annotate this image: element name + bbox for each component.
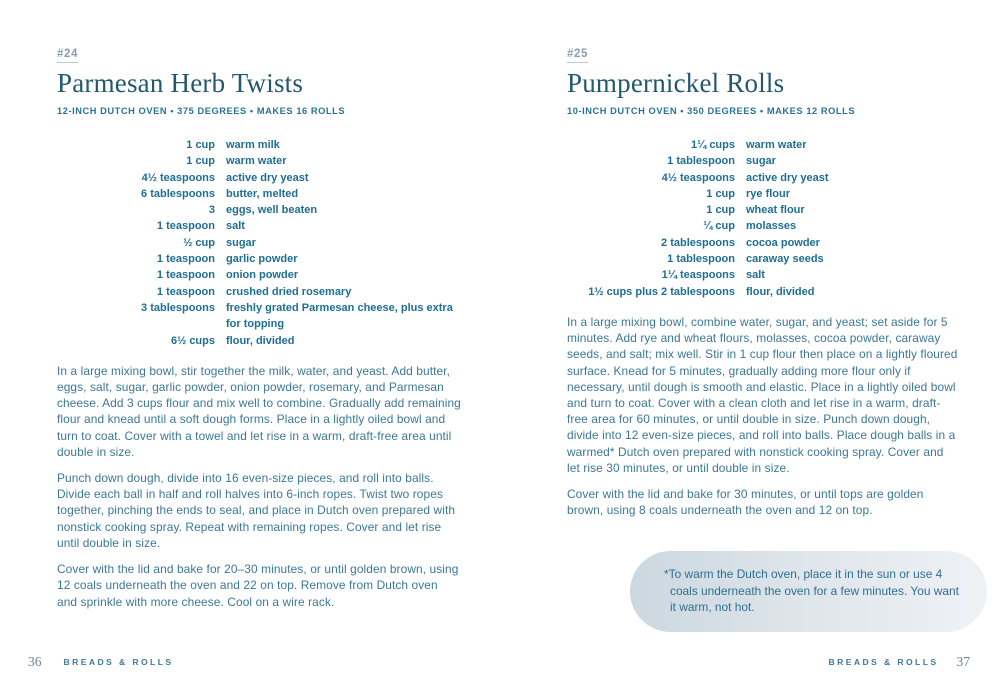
recipe-spec-line: 12-INCH DUTCH OVEN • 375 DEGREES • MAKES 16 ROLLS [57,106,346,116]
ingredient-row [57,186,461,202]
ingredient-name: molasses [746,220,797,233]
ingredient-name: sugar [746,155,776,168]
ingredient-list [57,137,461,349]
ingredient-row [57,235,461,251]
ingredient-row [57,170,461,186]
ingredient-quantity: ½ cup [183,236,215,249]
recipe-title: Parmesan Herb Twists [57,68,304,98]
ingredient-quantity: 3 [208,204,215,217]
ingredient-row [567,153,959,169]
ingredient-quantity: 1 cup [706,204,735,217]
ingredient-quantity: 4½ teaspoons [141,171,215,184]
recipe-title: Pumpernickel Rolls [567,68,785,98]
ingredient-quantity: 1 cup [186,155,215,168]
ingredient-row [567,218,959,234]
ingredient-quantity: 4½ teaspoons [661,171,735,184]
ingredient-quantity: 6 tablespoons [141,187,215,200]
ingredient-row [57,202,461,218]
footer-left [28,654,174,670]
ingredient-quantity: 1 tablespoon [667,155,735,168]
ingredient-name: salt [746,269,765,282]
ingredient-name: flour, divided [226,334,295,347]
footer-right [829,654,971,670]
ingredient-name: active dry yeast [226,171,309,184]
chapter-label: BREADS & ROLLS [63,657,174,667]
recipe-page-left [57,44,461,620]
ingredient-quantity: 1 tablespoon [667,253,735,266]
instruction-paragraph: Punch down dough, divide into 16 even-size pieces, and roll into balls. Divide each ball in half and roll halves into 6-inch ropes. Twist two ropes together, pinching the ends to seal, and place in Dutch oven prepared with nonstick cooking spray. Repeat with remaining ropes. Cover and let rise until double in size. [57,471,456,550]
ingredient-name: salt [226,220,245,233]
ingredient-quantity: 1¼ cups [690,139,735,151]
ingredient-row [567,137,959,153]
ingredient-quantity: 6½ cups [170,334,215,347]
ingredient-quantity: 1½ cups plus 2 tablespoons [588,285,735,298]
ingredient-row [57,267,461,283]
ingredient-name: active dry yeast [746,171,829,184]
ingredient-quantity: 1 teaspoon [156,269,215,282]
ingredient-quantity: 1 cup [706,187,735,200]
recipe-number: #24 [57,48,78,63]
page-number: 37 [956,654,970,669]
ingredient-name: warm milk [226,139,280,151]
ingredient-row [567,251,959,267]
ingredient-quantity: 1 teaspoon [156,220,215,233]
page-number: 36 [28,654,42,669]
ingredient-row [567,170,959,186]
ingredient-row [567,267,959,283]
ingredient-name: flour, divided [746,285,815,298]
instruction-paragraph: Cover with the lid and bake for 20–30 minutes, or until golden brown, using 12 coals underneath the oven and 22 on top. Remove from Dutch oven and sprinkle with more cheese. Cool on a wire rack. [57,562,459,609]
instruction-paragraph: In a large mixing bowl, combine water, sugar, and yeast; set aside for 5 minutes. Add rye and wheat flours, molasses, cocoa powder, caraway seeds, and salt; mix well. Stir in 1 cup flour then place on a lightly floured surface. Knead for 5 minutes, gradually adding more flour only if necessary, until dough is smooth and elastic. Place in a lightly oiled bowl and turn to coat. Cover with a clean cloth and let rise in a warm, draft-free area for 60 minutes, or until double in size. Punch down dough, divide into 12 even-size pieces, and roll into balls. Place dough balls in a warmed* Dutch oven prepared with nonstick cooking spray. Cover and let rise 30 minutes, or until double in size. [567,314,958,475]
ingredient-quantity: 1¼ teaspoons [661,269,735,282]
ingredient-name: eggs, well beaten [226,204,318,217]
ingredient-quantity: 1 cup [186,139,215,151]
ingredient-name: cocoa powder [746,236,820,249]
ingredient-quantity: 1 teaspoon [156,285,215,298]
ingredient-name: sugar [226,236,256,249]
recipe-number: #25 [567,48,588,63]
ingredient-row [57,300,461,333]
ingredient-name: onion powder [226,269,299,282]
ingredient-row [57,153,461,169]
recipe-instructions [57,363,461,610]
ingredient-name: warm water [746,139,807,151]
ingredient-name: rye flour [746,187,791,200]
tip-note-text: *To warm the Dutch oven, place it in the sun or use 4 coals underneath the oven for a few minutes. You want it warm, not hot. [664,567,959,614]
ingredient-row [57,218,461,234]
ingredient-name: caraway seeds [746,253,824,266]
ingredient-row [57,137,461,153]
ingredient-name: crushed dried rosemary [226,285,352,298]
recipe-spec-line: 10-INCH DUTCH OVEN • 350 DEGREES • MAKES 12 ROLLS [567,106,856,116]
ingredient-quantity: 1 teaspoon [156,253,215,266]
ingredient-row [57,333,461,349]
ingredient-row [567,202,959,218]
ingredient-list [567,137,959,300]
ingredient-row [567,284,959,300]
ingredient-quantity: 2 tablespoons [661,236,735,249]
recipe-instructions [567,314,959,518]
ingredient-row [567,235,959,251]
ingredient-quantity: 3 tablespoons [141,301,215,314]
ingredient-name: garlic powder [226,253,298,266]
recipe-page-right [567,44,959,528]
ingredient-row [57,251,461,267]
instruction-paragraph: In a large mixing bowl, stir together the milk, water, and yeast. Add butter, eggs, salt, sugar, garlic powder, onion powder, rosemary, and Parmesan cheese. Add 3 cups flour and mix well to combine. Gradually add remaining flour and knead until a soft dough forms. Place in a lightly oiled bowl and turn to coat. Cover with a towel and let rise in a warm, draft-free area until double in size. [57,363,461,459]
chapter-label: BREADS & ROLLS [828,657,939,667]
ingredient-name: freshly grated Parmesan cheese, plus extra for topping [226,301,453,331]
ingredient-quantity: ¼ cup [703,220,735,233]
ingredient-name: butter, melted [226,187,299,200]
ingredient-name: wheat flour [746,204,805,217]
ingredient-name: warm water [226,155,287,168]
instruction-paragraph: Cover with the lid and bake for 30 minutes, or until tops are golden brown, using 8 coals underneath the oven and 12 on top. [567,487,924,518]
tip-note-bubble [630,551,987,632]
ingredient-row [567,186,959,202]
ingredient-row [57,284,461,300]
